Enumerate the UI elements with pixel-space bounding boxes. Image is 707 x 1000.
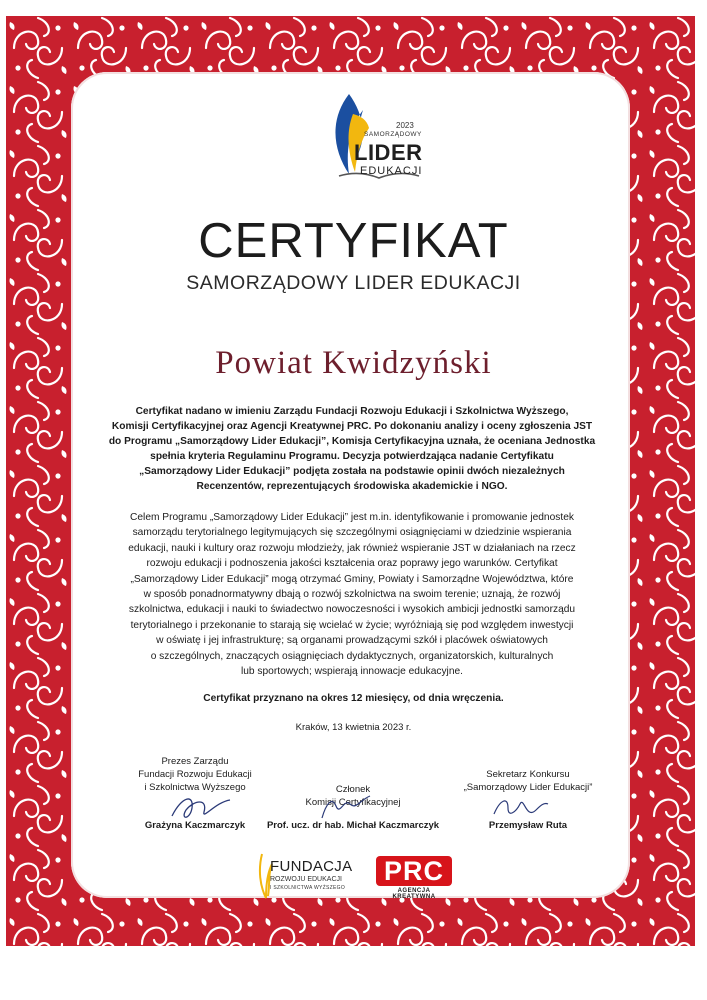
role-line: Komisji Certyfikacyjnej <box>305 797 401 808</box>
award-line: Recenzentów, reprezentujących środowiska akademickie i NGO. <box>196 481 508 492</box>
description-line: szkolnictwa, edukacji i nauki to świadectwo nowoczesności i wysokich ambicji jednostki samorządu <box>128 604 576 616</box>
validity-statement: Certyfikat przyznano na okres 12 miesięcy, od dnia wręczenia. <box>203 693 504 704</box>
description-line: Celem Programu „Samorządowy Lider Edukacji” jest m.in. identyfikowanie i promowanie jednostek <box>130 512 574 523</box>
foundation-logo-name: FUNDACJA <box>270 858 353 875</box>
certificate-title: CERTYFIKAT <box>198 214 509 268</box>
description-line: edukacji, nauki i kultury oraz rozwoju młodzieży, jak również wspieranie JST w działaniach na rzecz <box>128 542 576 554</box>
signature-center-name: Prof. ucz. dr hab. Michał Kaczmarczyk <box>266 820 440 831</box>
role-line: „Samorządowy Lider Edukacji” <box>463 782 593 793</box>
description-line: rozwoju edukacji i podnoszenia jakości kształcenia oraz poprawy jego warunków. Certyfikat <box>146 558 558 570</box>
award-line: Komisji Certyfikacyjnej oraz Agencji Kreatywnej PRC. Po dokonaniu analizy i oceny zgłoszenia JST <box>111 421 593 432</box>
description-line: „Samorządowy Lider Edukacji” mogą otrzymać Gminy, Powiaty i Samorządne Województwa, które <box>130 573 574 585</box>
signature-right-role <box>448 768 608 794</box>
logo-small-text: SAMORZĄDOWY <box>364 131 422 138</box>
signature-left-name: Grażyna Kaczmarczyk <box>144 820 246 831</box>
foundation-logo-line2: I SZKOLNICTWA WYŻSZEGO <box>270 885 346 891</box>
logo-year: 2023 <box>396 121 414 130</box>
logo-sub-text: EDUKACJI <box>360 165 423 177</box>
role-line: Prezes Zarządu <box>161 756 229 767</box>
role-line: Fundacji Rozwoju Edukacji <box>138 769 252 780</box>
description-line: lub sportowych; wspierają innowacje edukacyjne. <box>241 666 463 678</box>
award-line: Certyfikat nadano w imieniu Zarządu Fundacji Rozwoju Edukacji i Szkolnictwa Wyższego, <box>135 406 569 417</box>
certificate-subtitle: SAMORZĄDOWY LIDER EDUKACJI <box>186 272 521 294</box>
description-line: o szczególnych, znaczących osiągnięciach dydaktycznych, organizatorskich, kulturalnych <box>150 650 554 662</box>
prc-logo-subtext: AGENCJA KREATYWNA <box>392 888 436 900</box>
role-line: Sekretarz Konkursu <box>486 769 570 780</box>
place-date: Kraków, 13 kwietnia 2023 r. <box>295 722 412 733</box>
role-line: i Szkolnictwa Wyższego <box>144 782 246 793</box>
description-line: samorządu terytorialnego legitymujących się szczególnymi osiągnięciami w dziedzinie wspierania <box>132 527 572 539</box>
award-line: „Samorządowy Lider Edukacji” podjęta została na podstawie opinii dwóch niezależnych <box>139 466 565 477</box>
recipient-name: Powiat Kwidzyński <box>215 345 492 381</box>
signature-right-name: Przemysław Ruta <box>488 820 568 831</box>
program-description <box>92 510 612 679</box>
logo-main-text: LIDER <box>354 140 423 165</box>
signature-left-role <box>110 755 280 794</box>
award-statement <box>92 404 612 494</box>
description-line: w oświatę i jej infrastrukturę; są organami prowadzącymi szkół i placówek oświatowych <box>156 635 548 647</box>
signature-scribble-left <box>168 790 238 824</box>
description-line: terytorialnego i przekonanie to starają się wcielać w życie; wyróżniają się pod względem inwestycji <box>130 619 574 631</box>
award-line: spełnia kryteria Regulaminu Programu. Decyzja potwierdzająca nadanie Certyfikatu <box>150 451 554 462</box>
award-line: do Programu „Samorządowy Lider Edukacji”, Komisja Certyfikacyjna uznała, że oceniana Jednostka <box>108 436 596 447</box>
foundation-logo-line1: ROZWOJU EDUKACJI <box>270 876 342 883</box>
prc-logo-text: PRC <box>383 856 444 886</box>
signature-scribble-center <box>316 790 376 824</box>
description-line: w sposób ponadnormatywny dbają o rozwój szkolnictwa na swoim terenie; uznają, że rozwój <box>143 589 561 601</box>
role-line: Członek <box>335 784 371 795</box>
